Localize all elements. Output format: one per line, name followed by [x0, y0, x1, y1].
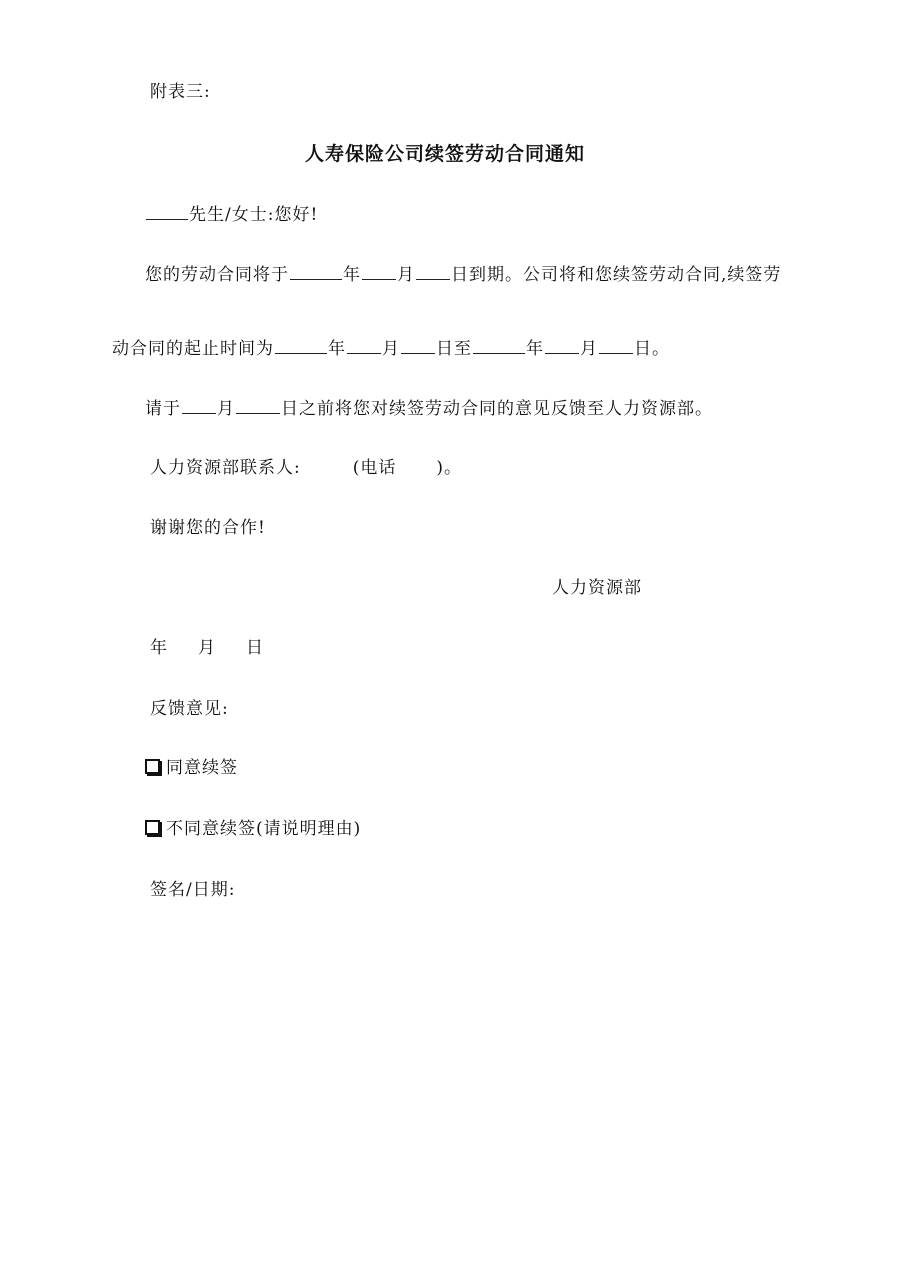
- greeting-line: 先生/女士:您好!: [145, 202, 318, 227]
- feedback-label: 反馈意见:: [150, 699, 229, 719]
- deadline-month-blank: [182, 396, 216, 414]
- appendix-label: 附表三:: [150, 82, 211, 102]
- end-year-blank: [473, 336, 525, 354]
- start-month-blank: [347, 336, 381, 354]
- deadline-day-blank: [236, 396, 280, 414]
- date-line: 年 月 日: [150, 638, 264, 658]
- expiry-month-blank: [362, 262, 396, 280]
- checkbox-icon[interactable]: [145, 759, 160, 774]
- start-day-blank: [401, 336, 435, 354]
- paragraph-expiry-line-1: 您的劳动合同将于 年 月 日到期。公司将和您续签劳动合同,续签劳: [145, 262, 781, 287]
- sign-date-label: 签名/日期:: [150, 880, 236, 900]
- option-disagree[interactable]: 不同意续签(请说明理由): [145, 817, 361, 841]
- signature-department: 人力资源部: [552, 578, 642, 598]
- expiry-day-blank: [416, 262, 450, 280]
- document-title: 人寿保险公司续签劳动合同通知: [305, 143, 586, 165]
- name-blank: [146, 202, 188, 220]
- start-year-blank: [275, 336, 327, 354]
- end-day-blank: [599, 336, 633, 354]
- expiry-year-blank: [290, 262, 342, 280]
- paragraph-feedback-deadline: 请于 月 日之前将您对续签劳动合同的意见反馈至人力资源部。: [145, 396, 713, 421]
- checkbox-icon[interactable]: [145, 820, 160, 835]
- thanks-line: 谢谢您的合作!: [150, 518, 266, 538]
- contact-line: 人力资源部联系人: (电话 )。: [150, 458, 463, 478]
- option-agree[interactable]: 同意续签: [145, 756, 238, 780]
- paragraph-expiry-line-2: 动合同的起止时间为 年 月 日至 年 月 日。: [112, 336, 670, 361]
- end-month-blank: [545, 336, 579, 354]
